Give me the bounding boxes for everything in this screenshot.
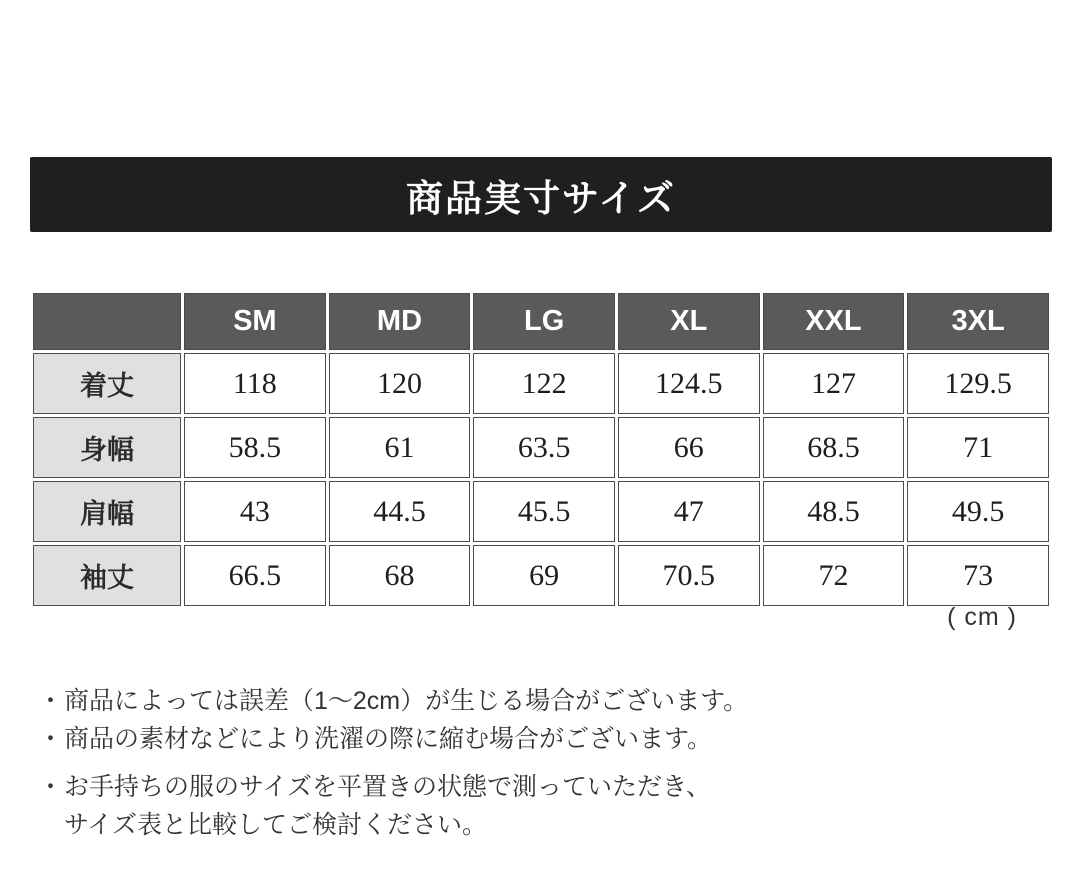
cell-value: 127 <box>763 353 905 414</box>
col-header-xl: XL <box>618 293 760 350</box>
bullet-dot: ・ <box>38 687 64 715</box>
col-header-3xl: 3XL <box>907 293 1049 350</box>
cell-value: 43 <box>184 481 326 542</box>
cell-value: 44.5 <box>329 481 471 542</box>
cell-value: 68.5 <box>763 417 905 478</box>
bullet-dot: ・ <box>38 773 64 801</box>
table-row-sleeve-length <box>33 545 1049 606</box>
corner-cell <box>33 293 181 350</box>
note-item <box>38 720 748 758</box>
cell-value: 48.5 <box>763 481 905 542</box>
cell-value: 129.5 <box>907 353 1049 414</box>
cell-value: 71 <box>907 417 1049 478</box>
cell-value: 58.5 <box>184 417 326 478</box>
col-header-lg: LG <box>473 293 615 350</box>
cell-value: 70.5 <box>618 545 760 606</box>
notes-list <box>38 682 748 844</box>
cell-value: 73 <box>907 545 1049 606</box>
cell-value: 47 <box>618 481 760 542</box>
col-header-xxl: XXL <box>763 293 905 350</box>
table-header-row <box>33 293 1049 350</box>
cell-value: 120 <box>329 353 471 414</box>
col-header-md: MD <box>329 293 471 350</box>
table-row-body-width <box>33 417 1049 478</box>
note-item <box>38 768 748 844</box>
note-item <box>38 682 748 720</box>
note-text <box>64 768 748 844</box>
row-label-body-length: 着丈 <box>33 353 181 414</box>
note-line: お手持ちの服のサイズを平置きの状態で測っていただき、 <box>64 773 712 801</box>
row-label-sleeve-length: 袖丈 <box>33 545 181 606</box>
unit-label: ( cm ) <box>947 603 1017 631</box>
table-row-shoulder-width <box>33 481 1049 542</box>
bullet-dot: ・ <box>38 725 64 753</box>
cell-value: 66 <box>618 417 760 478</box>
row-label-shoulder-width: 肩幅 <box>33 481 181 542</box>
cell-value: 124.5 <box>618 353 760 414</box>
cell-value: 45.5 <box>473 481 615 542</box>
col-header-sm: SM <box>184 293 326 350</box>
cell-value: 118 <box>184 353 326 414</box>
cell-value: 63.5 <box>473 417 615 478</box>
table-row-body-length <box>33 353 1049 414</box>
cell-value: 122 <box>473 353 615 414</box>
size-table <box>30 290 1052 609</box>
cell-value: 72 <box>763 545 905 606</box>
note-text: 商品によっては誤差（1～2cm）が生じる場合がございます。 <box>64 687 749 715</box>
page-title: 商品実寸サイズ <box>405 177 677 219</box>
note-line: サイズ表と比較してご検討ください。 <box>64 811 488 839</box>
cell-value: 61 <box>329 417 471 478</box>
row-label-body-width: 身幅 <box>33 417 181 478</box>
note-text: 商品の素材などにより洗濯の際に縮む場合がございます。 <box>64 725 713 753</box>
cell-value: 49.5 <box>907 481 1049 542</box>
cell-value: 66.5 <box>184 545 326 606</box>
title-banner <box>30 157 1052 232</box>
cell-value: 68 <box>329 545 471 606</box>
cell-value: 69 <box>473 545 615 606</box>
